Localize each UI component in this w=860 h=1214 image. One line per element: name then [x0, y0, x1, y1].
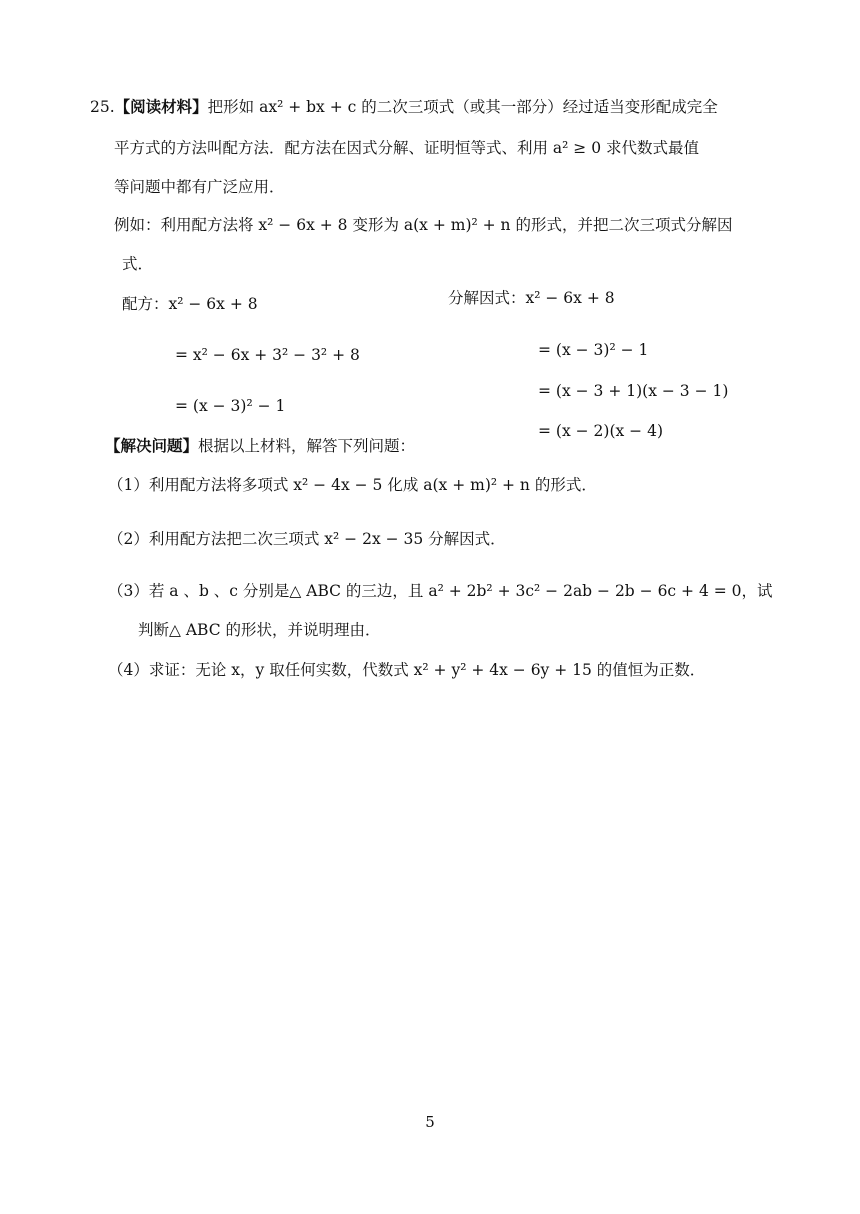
question-3-line-2: 判断△ ABC 的形状，并说明理由． — [138, 621, 381, 639]
solve-problem-line — [105, 436, 415, 456]
factorization-step-4: = (x − 2)(x − 4) — [538, 422, 663, 440]
completing-square-step-3: = (x − 3)² − 1 — [175, 397, 286, 415]
problem-number: 25. — [90, 98, 115, 116]
completing-square-label: 配方： — [122, 295, 169, 313]
reading-material-heading: 【阅读材料】 — [114, 97, 208, 116]
question-1: （1）利用配方法将多项式 x² − 4x − 5 化成 a(x + m)² + n 的形式． — [108, 476, 597, 494]
solve-problem-intro: 根据以上材料，解答下列问题： — [198, 437, 416, 455]
intro-text-2: 平方式的方法叫配方法．配方法在因式分解、证明恒等式、利用 a² ≥ 0 求代数式最值 — [114, 139, 700, 157]
factorization-step-3: = (x − 3 + 1)(x − 3 − 1) — [538, 382, 729, 400]
intro-text-1: 把形如 ax² + bx + c 的二次三项式（或其一部分）经过适当变形配成完全 — [207, 98, 718, 116]
problem-intro-line-1 — [90, 97, 718, 117]
completing-square-step-2: = x² − 6x + 3² − 3² + 8 — [175, 346, 360, 364]
question-2: （2）利用配方法把二次三项式 x² − 2x − 35 分解因式． — [108, 530, 506, 548]
example-text-2: 式． — [122, 255, 154, 273]
intro-text-3: 等问题中都有广泛应用． — [114, 178, 285, 196]
factorization-label: 分解因式： — [448, 289, 526, 307]
solve-problem-heading: 【解决问题】 — [105, 436, 199, 455]
factorization-step-2: = (x − 3)² − 1 — [538, 341, 649, 359]
factorization-expression: x² − 6x + 8 — [525, 289, 615, 307]
example-text-1: 例如：利用配方法将 x² − 6x + 8 变形为 a(x + m)² + n 的形式，并把二次三项式分解因 — [114, 216, 733, 234]
completing-square-step-1 — [122, 294, 258, 314]
question-4: （4）求证：无论 x，y 取任何实数，代数式 x² + y² + 4x − 6y + 15 的值恒为正数． — [108, 661, 706, 679]
completing-square-expression: x² − 6x + 8 — [168, 295, 258, 313]
question-3-line-1: （3）若 a 、b 、c 分别是△ ABC 的三边，且 a² + 2b² + 3c² − 2ab − 2b − 6c + 4 = 0，试 — [108, 582, 773, 600]
page-number: 5 — [425, 1113, 435, 1131]
factorization-step-1 — [448, 288, 615, 308]
